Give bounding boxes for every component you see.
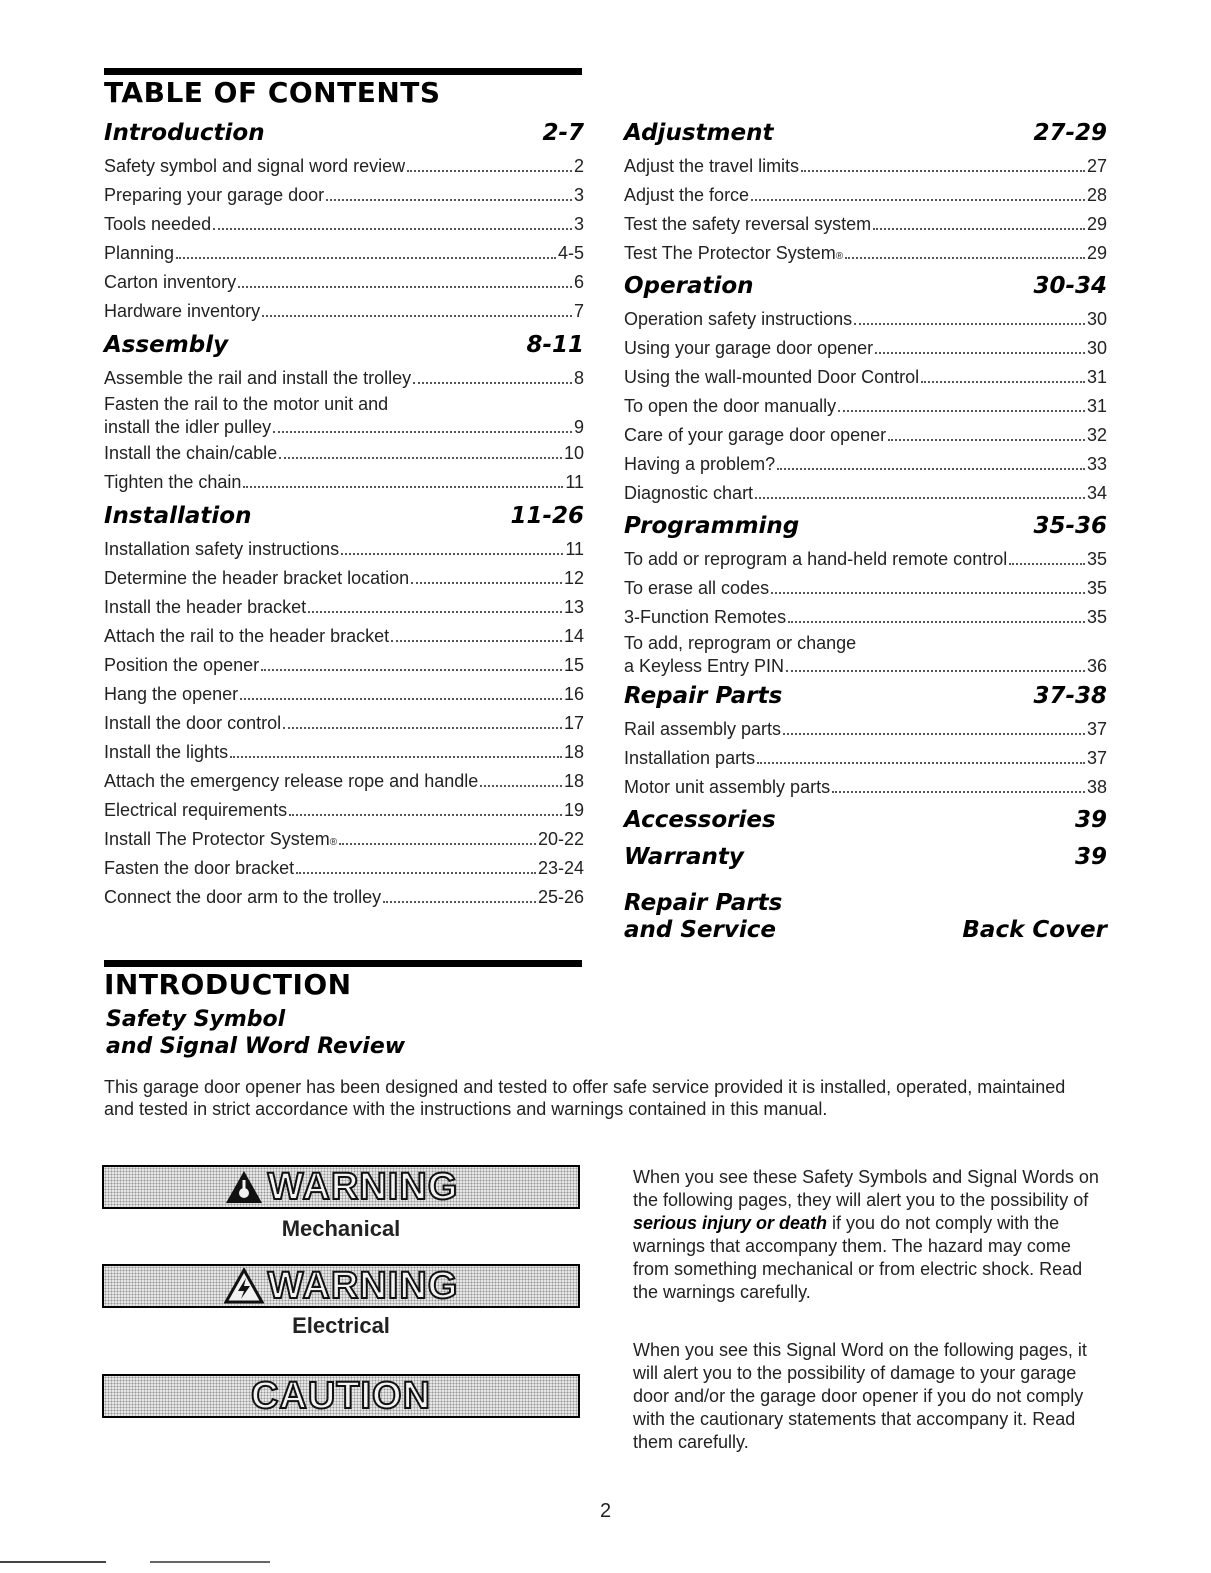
toc-entry-page: 31 bbox=[1086, 367, 1107, 387]
toc-entry-text: Adjust the travel limits bbox=[624, 156, 800, 176]
dot-leader bbox=[788, 621, 1085, 623]
side-para1-after: if you do not comply with the warnings that accompany them. The hazard may come from something mechanical or from electric shock. Read the warnings carefully. bbox=[633, 1213, 1083, 1302]
toc-entry-page: 20-22 bbox=[537, 829, 584, 849]
toc-entry bbox=[104, 854, 584, 883]
toc-entry-text: Electrical requirements bbox=[104, 800, 288, 820]
dot-leader bbox=[391, 640, 562, 642]
dot-leader bbox=[238, 286, 572, 288]
repair-service-line1: Repair Parts bbox=[624, 890, 783, 916]
toc-entry-page: 37 bbox=[1086, 719, 1107, 739]
toc-entry-page: 23-24 bbox=[537, 858, 584, 878]
toc-section-pages: 11-26 bbox=[510, 503, 584, 529]
toc-entry-text: Adjust the force bbox=[624, 185, 750, 205]
toc-entry-text: Assemble the rail and install the trolley bbox=[104, 368, 412, 388]
toc-entry-page: 35 bbox=[1086, 578, 1107, 598]
toc-entry-page: 16 bbox=[563, 684, 584, 704]
dot-leader bbox=[230, 756, 562, 758]
toc-entry bbox=[624, 421, 1107, 450]
toc-entry bbox=[104, 651, 584, 680]
dot-leader bbox=[213, 228, 572, 230]
toc-section-pages: 37-38 bbox=[1033, 683, 1107, 709]
footer-mark bbox=[0, 1561, 106, 1563]
toc-entry-page: 3 bbox=[573, 185, 584, 205]
toc-entry bbox=[624, 363, 1107, 392]
toc-entry-text: Determine the header bracket location bbox=[104, 568, 410, 588]
toc-entry-page: 27 bbox=[1086, 156, 1107, 176]
toc-section bbox=[624, 844, 1107, 874]
toc-section-heading bbox=[624, 807, 1107, 837]
toc-section bbox=[624, 807, 1107, 837]
toc-entry-text: To add, reprogram or change bbox=[624, 633, 857, 653]
toc-section-pages: 35-36 bbox=[1033, 513, 1107, 539]
toc-entry bbox=[624, 152, 1107, 181]
toc-entry bbox=[104, 210, 584, 239]
toc-entry-text: Test the safety reversal system bbox=[624, 214, 872, 234]
toc-repair-service bbox=[624, 890, 1107, 944]
dot-leader bbox=[783, 733, 1085, 735]
toc-section-title: Programming bbox=[624, 513, 800, 539]
dot-leader bbox=[240, 698, 562, 700]
dot-leader bbox=[283, 727, 562, 729]
toc-entry bbox=[624, 773, 1107, 802]
toc-entry bbox=[104, 622, 584, 651]
toc-entry bbox=[624, 450, 1107, 479]
dot-leader bbox=[407, 170, 572, 172]
dot-leader bbox=[777, 468, 1085, 470]
side-paragraph-caution: When you see this Signal Word on the following pages, it will alert you to the possibility of damage to your garage door and/or the garage door opener if you do not comply with the cautionary statements that accompany it. Read them carefully. bbox=[633, 1340, 1087, 1452]
toc-entry bbox=[624, 545, 1107, 574]
toc-entry bbox=[624, 181, 1107, 210]
repair-service-pages: Back Cover bbox=[962, 917, 1107, 943]
dot-leader bbox=[755, 497, 1085, 499]
dot-leader bbox=[1009, 563, 1085, 565]
toc-entry bbox=[104, 535, 584, 564]
toc-entry-page: 6 bbox=[573, 272, 584, 292]
toc-entry-text: Attach the emergency release rope and handle bbox=[104, 771, 479, 791]
toc-entry-page: 7 bbox=[573, 301, 584, 321]
toc-entry bbox=[104, 364, 584, 393]
toc-entry bbox=[624, 479, 1107, 508]
toc-entry-page: 11 bbox=[565, 539, 584, 559]
toc-entry bbox=[624, 744, 1107, 773]
toc-section-heading bbox=[104, 332, 584, 362]
toc-entry-page: 29 bbox=[1086, 214, 1107, 234]
intro-subtitle bbox=[106, 1006, 405, 1060]
intro-paragraph: This garage door opener has been designed and tested to offer safe service provided it is installed, operated, maintained and tested in strict accordance with the instructions and warnings contained in this manual. bbox=[104, 1077, 1066, 1119]
toc-entry-page: 35 bbox=[1086, 607, 1107, 627]
intro-top-rule bbox=[104, 960, 582, 967]
toc-entry-text: To open the door manually bbox=[624, 396, 837, 416]
toc-entry-text: Installation parts bbox=[624, 748, 756, 768]
toc-section-pages: 8-11 bbox=[526, 332, 584, 358]
toc-entry bbox=[104, 709, 584, 738]
toc-section-title: Installation bbox=[104, 503, 252, 529]
toc-entry bbox=[624, 392, 1107, 421]
toc-section-pages: 27-29 bbox=[1033, 120, 1107, 146]
toc-entry-text: Having a problem? bbox=[624, 454, 776, 474]
caution-box bbox=[102, 1374, 580, 1418]
toc-section-title: Warranty bbox=[624, 844, 744, 870]
toc-entry-text: Position the opener bbox=[104, 655, 260, 675]
toc-title: TABLE OF CONTENTS bbox=[104, 76, 441, 109]
warning-electrical-label: Electrical bbox=[292, 1313, 390, 1338]
dot-leader bbox=[339, 843, 536, 845]
toc-entry-page: 13 bbox=[563, 597, 584, 617]
toc-section-heading bbox=[104, 120, 584, 150]
dot-leader bbox=[921, 381, 1085, 383]
toc-entry-page: 37 bbox=[1086, 748, 1107, 768]
dot-leader bbox=[296, 872, 536, 874]
toc-entry bbox=[104, 564, 584, 593]
toc-entry bbox=[104, 393, 584, 439]
toc-entry: Test The Protector System ® 29 bbox=[624, 239, 1107, 268]
toc-entry-page: 17 bbox=[563, 713, 584, 733]
toc-section-pages: 2-7 bbox=[542, 120, 584, 146]
toc-entry-text: Planning bbox=[104, 243, 175, 263]
toc-entry bbox=[104, 152, 584, 181]
dot-leader bbox=[873, 228, 1085, 230]
toc-section-heading bbox=[624, 273, 1107, 303]
warning-mechanical-label: Mechanical bbox=[281, 1216, 401, 1241]
toc-entry bbox=[624, 574, 1107, 603]
toc-entry-text: Hardware inventory bbox=[104, 301, 261, 321]
side-paragraph-warning bbox=[633, 1166, 1103, 1304]
toc-entry-text: Safety symbol and signal word review bbox=[104, 156, 406, 176]
toc-entry bbox=[104, 883, 584, 912]
toc-entry-text-cont: a Keyless Entry PIN bbox=[624, 656, 785, 676]
toc-entry-page: 4-5 bbox=[557, 243, 584, 263]
dot-leader bbox=[176, 257, 556, 259]
toc-entry bbox=[104, 297, 584, 326]
toc-section bbox=[104, 503, 584, 912]
toc-entry-text: Diagnostic chart bbox=[624, 483, 754, 503]
toc-entry-text: Test The Protector System bbox=[624, 243, 836, 263]
toc-entry-text: Attach the rail to the header bracket bbox=[104, 626, 390, 646]
dot-leader bbox=[771, 592, 1085, 594]
toc-section bbox=[104, 120, 584, 326]
toc-entry-page: 9 bbox=[573, 417, 584, 437]
toc-entry-text: Carton inventory bbox=[104, 272, 237, 292]
toc-entry-page: 32 bbox=[1086, 425, 1107, 445]
dot-leader bbox=[832, 791, 1085, 793]
toc-entry-page: 11 bbox=[565, 472, 584, 492]
toc-entry-text: Motor unit assembly parts bbox=[624, 777, 831, 797]
toc-entry bbox=[104, 268, 584, 297]
intro-subtitle-line1: Safety Symbol bbox=[106, 1007, 286, 1032]
toc-entry bbox=[104, 738, 584, 767]
toc-entry bbox=[104, 239, 584, 268]
dot-leader bbox=[875, 352, 1085, 354]
side-para1-emphasis: serious injury or death bbox=[633, 1213, 828, 1233]
toc-entry-text: Using your garage door opener bbox=[624, 338, 874, 358]
toc-entry-page: 8 bbox=[573, 368, 584, 388]
toc-entry-page: 15 bbox=[563, 655, 584, 675]
dot-leader bbox=[273, 431, 572, 433]
toc-entry-text: Preparing your garage door bbox=[104, 185, 325, 205]
toc-entry-text: Install The Protector System bbox=[104, 829, 330, 849]
toc-section bbox=[624, 273, 1107, 508]
dot-leader bbox=[854, 323, 1085, 325]
toc-entry-page: 29 bbox=[1086, 243, 1107, 263]
toc-entry-text: Install the lights bbox=[104, 742, 229, 762]
toc-entry-text-cont: install the idler pulley bbox=[104, 417, 272, 437]
toc-entry-text: Fasten the door bracket bbox=[104, 858, 295, 878]
toc-entry-page: 10 bbox=[563, 443, 584, 463]
toc-entry-text: Install the chain/cable bbox=[104, 443, 278, 463]
toc-section-heading bbox=[104, 503, 584, 533]
dot-leader bbox=[279, 457, 562, 459]
dot-leader bbox=[751, 199, 1085, 201]
toc-section-title: Operation bbox=[624, 273, 754, 299]
toc-entry-page: 28 bbox=[1086, 185, 1107, 205]
toc-section bbox=[624, 513, 1107, 678]
toc-entry-page: 18 bbox=[563, 742, 584, 762]
toc-section bbox=[104, 332, 584, 497]
dot-leader bbox=[838, 410, 1085, 412]
toc-entry-text: To erase all codes bbox=[624, 578, 770, 598]
warning-electrical-word: WARNING bbox=[267, 1264, 459, 1307]
toc-top-rule bbox=[104, 68, 582, 75]
dot-leader bbox=[411, 582, 562, 584]
toc-entry bbox=[624, 715, 1107, 744]
dot-leader bbox=[341, 553, 563, 555]
toc-entry bbox=[624, 632, 1107, 678]
toc-section-pages: 39 bbox=[1074, 807, 1107, 833]
toc-entry bbox=[104, 767, 584, 796]
warning-electrical-box bbox=[102, 1264, 580, 1308]
toc-section-title: Accessories bbox=[624, 807, 776, 833]
toc-entry-text: Connect the door arm to the trolley bbox=[104, 887, 382, 907]
toc-section-heading bbox=[624, 683, 1107, 713]
side-para1-before: When you see these Safety Symbols and Signal Words on the following pages, they will alert you to the possibility of bbox=[633, 1167, 1099, 1210]
toc-section bbox=[624, 120, 1107, 268]
dot-leader bbox=[845, 257, 1085, 259]
toc-entry-text: Fasten the rail to the motor unit and bbox=[104, 394, 389, 414]
toc-entry bbox=[624, 334, 1107, 363]
toc-entry-page: 25-26 bbox=[537, 887, 584, 907]
warning-mechanical-word: WARNING bbox=[267, 1165, 459, 1208]
dot-leader bbox=[480, 785, 562, 787]
dot-leader bbox=[243, 486, 563, 488]
toc-entry-page: 38 bbox=[1086, 777, 1107, 797]
dot-leader bbox=[888, 439, 1085, 441]
dot-leader bbox=[262, 315, 572, 317]
toc-entry bbox=[104, 468, 584, 497]
toc-entry-text: Care of your garage door opener bbox=[624, 425, 887, 445]
toc-section-title: Introduction bbox=[104, 120, 265, 146]
toc-entry bbox=[104, 593, 584, 622]
toc-entry: Install The Protector System ® 20-22 bbox=[104, 825, 584, 854]
toc-entry bbox=[624, 210, 1107, 239]
page-number: 2 bbox=[599, 1500, 612, 1522]
warning-mechanical-box bbox=[102, 1165, 580, 1209]
dot-leader bbox=[757, 762, 1085, 764]
toc-section-title: Assembly bbox=[104, 332, 229, 358]
toc-entry-text: 3-Function Remotes bbox=[624, 607, 787, 627]
toc-entry-text: Using the wall-mounted Door Control bbox=[624, 367, 920, 387]
toc-entry-page: 12 bbox=[563, 568, 584, 588]
dot-leader bbox=[261, 669, 562, 671]
toc-entry-text: Install the header bracket bbox=[104, 597, 307, 617]
toc-entry-text: Rail assembly parts bbox=[624, 719, 782, 739]
toc-entry-page: 19 bbox=[563, 800, 584, 820]
toc-entry-page: 3 bbox=[573, 214, 584, 234]
dot-leader bbox=[289, 814, 562, 816]
intro-subtitle-line2: and Signal Word Review bbox=[106, 1034, 406, 1059]
caution-word: CAUTION bbox=[250, 1374, 432, 1417]
dot-leader bbox=[413, 382, 572, 384]
toc-entry bbox=[104, 680, 584, 709]
toc-entry-page: 35 bbox=[1086, 549, 1107, 569]
intro-title: INTRODUCTION bbox=[104, 968, 352, 1001]
toc-right-column bbox=[624, 120, 1107, 876]
toc-section-heading bbox=[624, 513, 1107, 543]
dot-leader bbox=[801, 170, 1085, 172]
toc-entry-text: Operation safety instructions bbox=[624, 309, 853, 329]
toc-entry-page: 36 bbox=[1086, 656, 1107, 676]
dot-leader bbox=[326, 199, 572, 201]
dot-leader bbox=[383, 901, 536, 903]
toc-section-heading bbox=[624, 844, 1107, 874]
toc-section bbox=[624, 683, 1107, 802]
toc-entry-page: 2 bbox=[573, 156, 584, 176]
toc-entry-page: 18 bbox=[563, 771, 584, 791]
toc-entry-page: 31 bbox=[1086, 396, 1107, 416]
toc-entry-text: Tools needed bbox=[104, 214, 212, 234]
toc-section-title: Adjustment bbox=[624, 120, 774, 146]
toc-entry-page: 30 bbox=[1086, 338, 1107, 358]
toc-entry-page: 34 bbox=[1086, 483, 1107, 503]
toc-entry bbox=[104, 181, 584, 210]
toc-section-pages: 39 bbox=[1074, 844, 1107, 870]
dot-leader bbox=[786, 670, 1085, 672]
toc-entry-text: Install the door control bbox=[104, 713, 282, 733]
footer-mark bbox=[150, 1561, 270, 1563]
toc-entry-page: 33 bbox=[1086, 454, 1107, 474]
toc-entry bbox=[104, 439, 584, 468]
dot-leader bbox=[308, 611, 562, 613]
toc-entry-page: 30 bbox=[1086, 309, 1107, 329]
toc-section-heading bbox=[624, 120, 1107, 150]
electrical-hazard-icon bbox=[224, 1268, 264, 1304]
toc-entry-text: To add or reprogram a hand-held remote control bbox=[624, 549, 1008, 569]
toc-left-column bbox=[104, 120, 584, 912]
toc-entry-text: Hang the opener bbox=[104, 684, 239, 704]
mechanical-hazard-icon bbox=[224, 1169, 264, 1205]
repair-service-line2: and Service bbox=[624, 917, 776, 943]
toc-section-title: Repair Parts bbox=[624, 683, 783, 709]
toc-entry bbox=[624, 603, 1107, 632]
toc-entry-text: Tighten the chain bbox=[104, 472, 242, 492]
toc-entry-text: Installation safety instructions bbox=[104, 539, 340, 559]
toc-entry bbox=[624, 305, 1107, 334]
toc-section-pages: 30-34 bbox=[1033, 273, 1107, 299]
toc-entry bbox=[104, 796, 584, 825]
toc-entry-page: 14 bbox=[563, 626, 584, 646]
